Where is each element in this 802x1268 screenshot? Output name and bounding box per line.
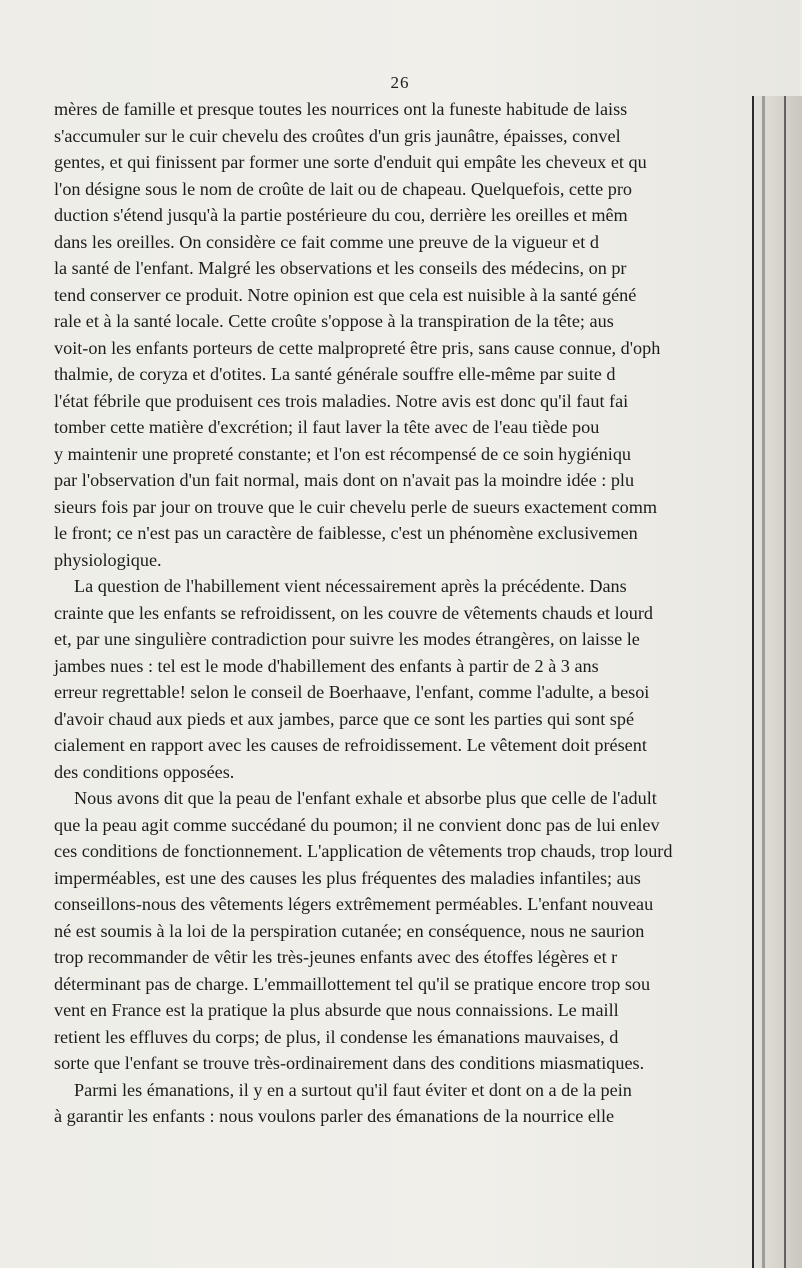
text-line: sorte que l'enfant se trouve très-ordinairement dans des conditions miasmatiques. xyxy=(54,1053,645,1073)
text-line: et, par une singulière contradiction pour suivre les modes étrangères, on laisse le xyxy=(54,629,640,649)
text-line: physiologique. xyxy=(54,549,162,570)
text-line: y maintenir une propreté constante; et l'on est récompensé de ce soin hygiéniqu xyxy=(54,443,632,464)
facing-page-edge xyxy=(752,96,802,1268)
text-line: des conditions opposées. xyxy=(54,761,235,782)
text-line: erreur regrettable! selon le conseil de Boerhaave, l'enfant, comme l'adulte, a besoi xyxy=(54,682,650,702)
bleed-through-text xyxy=(768,96,794,916)
text-line: à garantir les enfants : nous voulons parler des émanations de la nourrice elle xyxy=(54,1106,615,1126)
text-line: duction s'étend jusqu'à la partie postérieure du cou, derrière les oreilles et mêm xyxy=(54,205,628,225)
text-line: dans les oreilles. On considère ce fait comme une preuve de la vigueur et d xyxy=(54,231,599,252)
text-line: l'état fébrile que produisent ces trois maladies. Notre avis est donc qu'il faut fai xyxy=(54,390,629,411)
text-line: né est soumis à la loi de la perspiration cutanée; en conséquence, nous ne saurion xyxy=(54,920,645,941)
text-line: d'avoir chaud aux pieds et aux jambes, parce que ce sont les parties qui sont spé xyxy=(54,708,635,729)
text-line: par l'observation d'un fait normal, mais dont on n'avait pas la moindre idée : plu xyxy=(54,470,635,490)
text-line: tomber cette matière d'excrétion; il faut laver la tête avec de l'eau tiède pou xyxy=(54,417,600,437)
text-line: jambes nues : tel est le mode d'habillement des enfants à partir de 2 à 3 ans xyxy=(54,655,599,676)
text-line: tend conserver ce produit. Notre opinion est que cela est nuisible à la santé géné xyxy=(54,284,637,305)
text-line: crainte que les enfants se refroidissent, on les couvre de vêtements chauds et lourd xyxy=(54,602,653,623)
text-line: s'accumuler sur le cuir chevelu des croûtes d'un gris jaunâtre, épaisses, convel xyxy=(54,125,621,146)
text-line: La question de l'habillement vient nécessairement après la précédente. Dans xyxy=(74,576,627,596)
page-number: 26 xyxy=(390,73,410,92)
text-line: ces conditions de fonctionnement. L'application de vêtements trop chauds, trop lourd xyxy=(54,841,673,861)
text-line: sieurs fois par jour on trouve que le cuir chevelu perle de sueurs exactement comm xyxy=(54,496,658,517)
text-line: Nous avons dit que la peau de l'enfant exhale et absorbe plus que celle de l'adult xyxy=(74,788,657,808)
body-text xyxy=(54,96,754,1126)
text-line: mères de famille et presque toutes les nourrices ont la funeste habitude de laiss xyxy=(54,99,628,119)
text-line: gentes, et qui finissent par former une sorte d'enduit qui empâte les cheveux et qu xyxy=(54,152,647,172)
text-line: que la peau agit comme succédané du poumon; il ne convient donc pas de lui enlev xyxy=(54,814,660,835)
text-line: déterminant pas de charge. L'emmaillottement tel qu'il se pratique encore trop sou xyxy=(54,973,651,994)
text-line: trop recommander de vêtir les très-jeunes enfants avec des étoffes légères et r xyxy=(54,947,618,967)
text-line: retient les effluves du corps; de plus, il condense les émanations mauvaises, d xyxy=(54,1026,619,1047)
text-line: la santé de l'enfant. Malgré les observations et les conseils des médecins, on pr xyxy=(54,258,627,278)
text-line: voit-on les enfants porteurs de cette malpropreté être pris, sans cause connue, d'oph xyxy=(54,337,661,358)
text-line: rale et à la santé locale. Cette croûte s'oppose à la transpiration de la tête; aus xyxy=(54,311,614,331)
text-line: cialement en rapport avec les causes de refroidissement. Le vêtement doit présent xyxy=(54,735,647,755)
text-line: Parmi les émanations, il y en a surtout qu'il faut éviter et dont on a de la pein xyxy=(74,1079,632,1100)
text-line: vent en France est la pratique la plus absurde que nous connaissions. Le maill xyxy=(54,1000,619,1020)
text-line: thalmie, de coryza et d'otites. La santé générale souffre elle-même par suite d xyxy=(54,364,616,384)
text-line: l'on désigne sous le nom de croûte de lait ou de chapeau. Quelquefois, cette pro xyxy=(54,178,633,199)
text-line: le front; ce n'est pas un caractère de faiblesse, c'est un phénomène exclusivemen xyxy=(54,523,638,543)
text-line: imperméables, est une des causes les plus fréquentes des maladies infantiles; aus xyxy=(54,867,641,888)
text-line: conseillons-nous des vêtements légers extrêmement perméables. L'enfant nouveau xyxy=(54,894,654,914)
